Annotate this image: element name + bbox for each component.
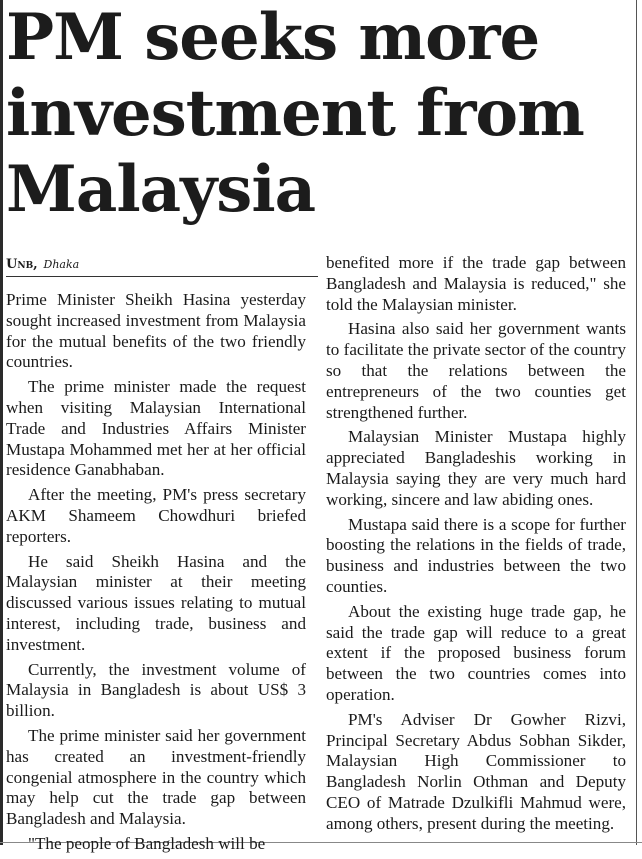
paragraph: Malaysian Minister Mustapa highly appreciated Bangladeshis working in Malaysia saying they are very much hard working, sincere and law abiding ones. [326,427,626,509]
paragraph: benefited more if the trade gap between Bangladesh and Malaysia is reduced," she told the Malaysian minister. [326,253,626,314]
paragraph: "The people of Bangladesh will be [28,833,266,853]
article-column-2 [326,253,626,839]
paragraph: After the meeting, PM's press secretary AKM Shameem Chowdhuri briefed reporters. [6,485,306,546]
right-column-rule [636,0,637,845]
headline: PM seeks more investment from Malaysia [6,0,584,227]
byline-place: Dhaka [43,258,80,271]
paragraph: The prime minister made the request when visiting Malaysian International Trade and Industries Affairs Minister Mustapa Mohammed met her at her official residence Ganabhaban. [6,377,306,480]
paragraph: Prime Minister Sheikh Hasina yesterday sought increased investment from Malaysia for the mutual benefits of the two friendly countries. [6,290,306,372]
paragraph: Currently, the investment volume of Malaysia in Bangladesh is about US$ 3 billion. [6,659,306,721]
byline-agency: Unb, [6,257,38,272]
left-column-rule [0,0,3,845]
article-column-1 [6,290,306,859]
paragraph: PM's Adviser Dr Gowher Rizvi, Principal Secretary Abdus Sobhan Sikder, Malaysian High Commissioner to Bangladesh Norlin Othman and Deputy CEO of Matrade Dzulkifli Mahmud were, among others, present during the meeting. [326,709,626,833]
paragraph: Hasina also said her government wants to facilitate the private sector of the country so that the relations between the entrepreneurs of the two counties get strengthened further. [326,319,626,422]
paragraph: Mustapa said there is a scope for further boosting the relations in the fields of trade, business and industries between the two counties. [326,514,626,596]
paragraph: The prime minister said her government has created an investment-friendly congenial atmosphere in the country which may help cut the trade gap between Bangladesh and Malaysia. [6,725,306,829]
byline [6,255,318,277]
paragraph: About the existing huge trade gap, he said the trade gap will reduce to a great extent if the proposed business forum between the two countries comes into operation. [326,601,626,704]
paragraph: He said Sheikh Hasina and the Malaysian minister at their meeting discussed various issues relating to mutual interest, including trade, business and investment. [6,551,306,654]
